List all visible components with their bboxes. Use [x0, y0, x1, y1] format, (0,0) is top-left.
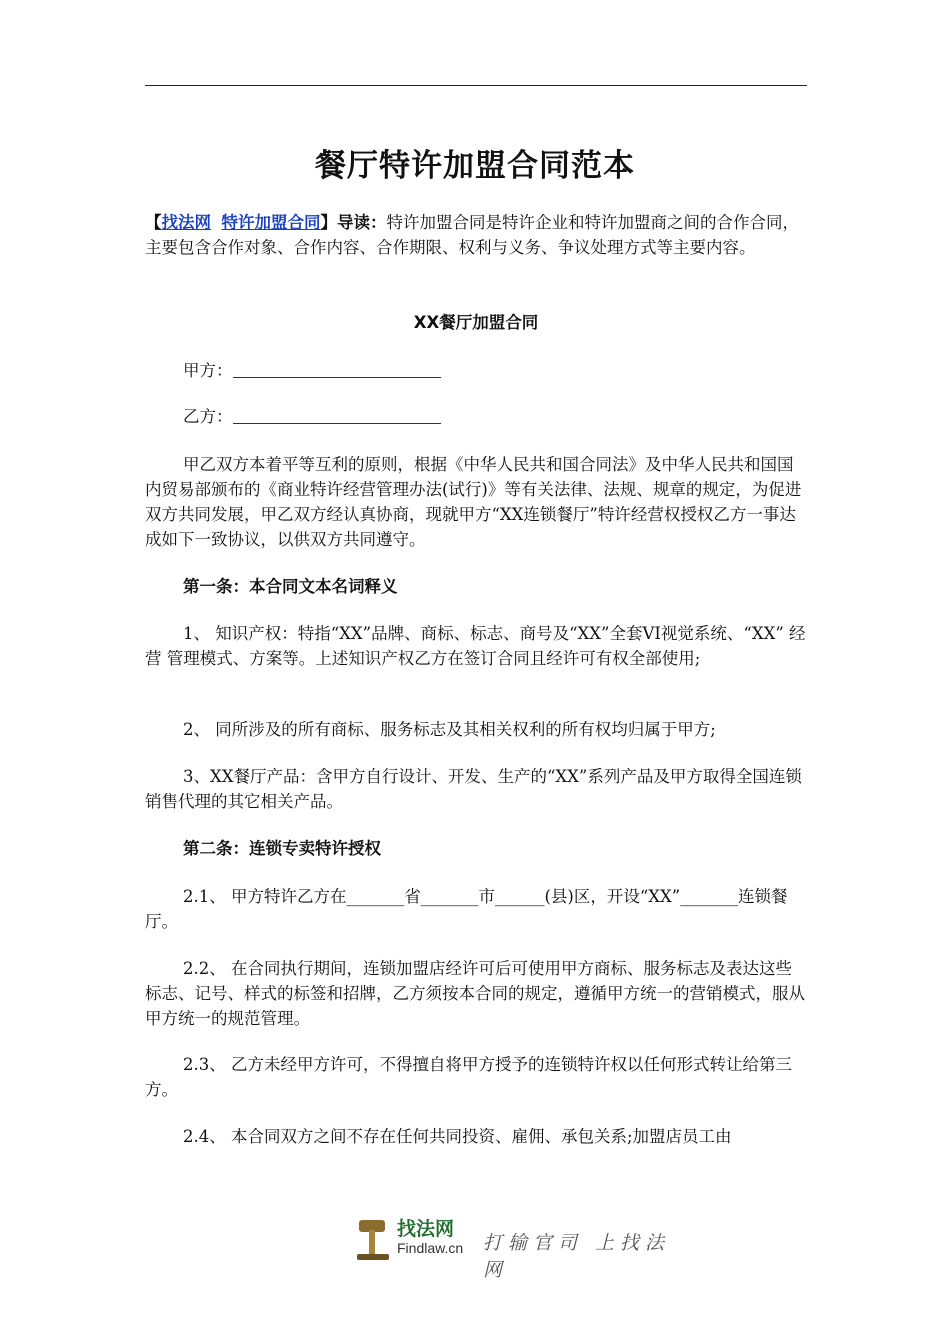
party-b-blank: [233, 405, 441, 424]
article2-item: 2.3、 乙方未经甲方许可，不得擅自将甲方授予的连锁特许权以任何形式转让给第三方。: [145, 1055, 792, 1099]
logo-text-cn: 找法网: [397, 1218, 455, 1240]
article1-heading: 第一条：本合同文本名词释义: [183, 577, 398, 596]
party-a-blank: [233, 359, 441, 378]
article2-item: 2.1、 甲方特许乙方在_______省_______市______(县)区，开设“XX”_______连锁餐厅。: [145, 887, 788, 931]
footer-slogan: 打输官司 上找法网: [483, 1232, 671, 1281]
party-b-line: 乙方：: [183, 404, 683, 429]
header-rule: [145, 85, 807, 86]
footer-logo: [355, 1210, 675, 1281]
document-title: 餐厅特许加盟合同范本: [315, 148, 635, 184]
article2-heading: 第二条：连锁专卖特许授权: [183, 839, 381, 858]
article1-item: 3、XX餐厅产品：含甲方自行设计、开发、生产的“XX”系列产品及甲方取得全国连锁销售代理的其它相关产品。: [145, 767, 802, 811]
party-a-line: 甲方：: [183, 358, 683, 383]
article2-item: 2.4、 本合同双方之间不存在任何共同投资、雇佣、承包关系;加盟店员工由: [183, 1127, 732, 1146]
franchise-contract-link[interactable]: 特许加盟合同: [221, 213, 321, 232]
article1-item: 2、 同所涉及的所有商标、服务标志及其相关权利的所有权均归属于甲方;: [183, 720, 716, 739]
article2-item: 2.2、 在合同执行期间，连锁加盟店经许可后可使用甲方商标、服务标志及表达这些标志、记号、样式的标签和招牌，乙方须按本合同的规定，遵循甲方统一的营销模式，服从甲方统一的规范管理。: [145, 959, 805, 1028]
findlaw-link[interactable]: 找法网: [161, 213, 211, 232]
preamble-paragraph: 甲乙双方本着平等互利的原则，根据《中华人民共和国合同法》及中华人民共和国国内贸易部颁布的《商业特许经营管理办法(试行)》等有关法律、法规、规章的规定，为促进双方共同发展，甲乙双方经认真协商，现就甲方“XX连锁餐厅”特许经营权授权乙方一事达成如下一致协议，以供双方共同遵守。: [145, 455, 802, 549]
gavel-icon: [355, 1214, 391, 1262]
contract-title: XX餐厅加盟合同: [413, 313, 539, 332]
article1-item: 1、 知识产权：特指“XX”品牌、商标、标志、商号及“XX”全套VI视觉系统、“XX” 经 营 管理模式、方案等。上述知识产权乙方在签订合同且经许可有权全部使用;: [145, 624, 806, 668]
logo-text-en: Findlaw.cn: [397, 1240, 464, 1256]
intro-paragraph: 【找法网 特许加盟合同】导读：特许加盟合同是特许企业和特许加盟商之间的合作合同，主要包含合作对象、合作内容、合作期限、权利与义务、争议处理方式等主要内容。: [145, 213, 799, 257]
